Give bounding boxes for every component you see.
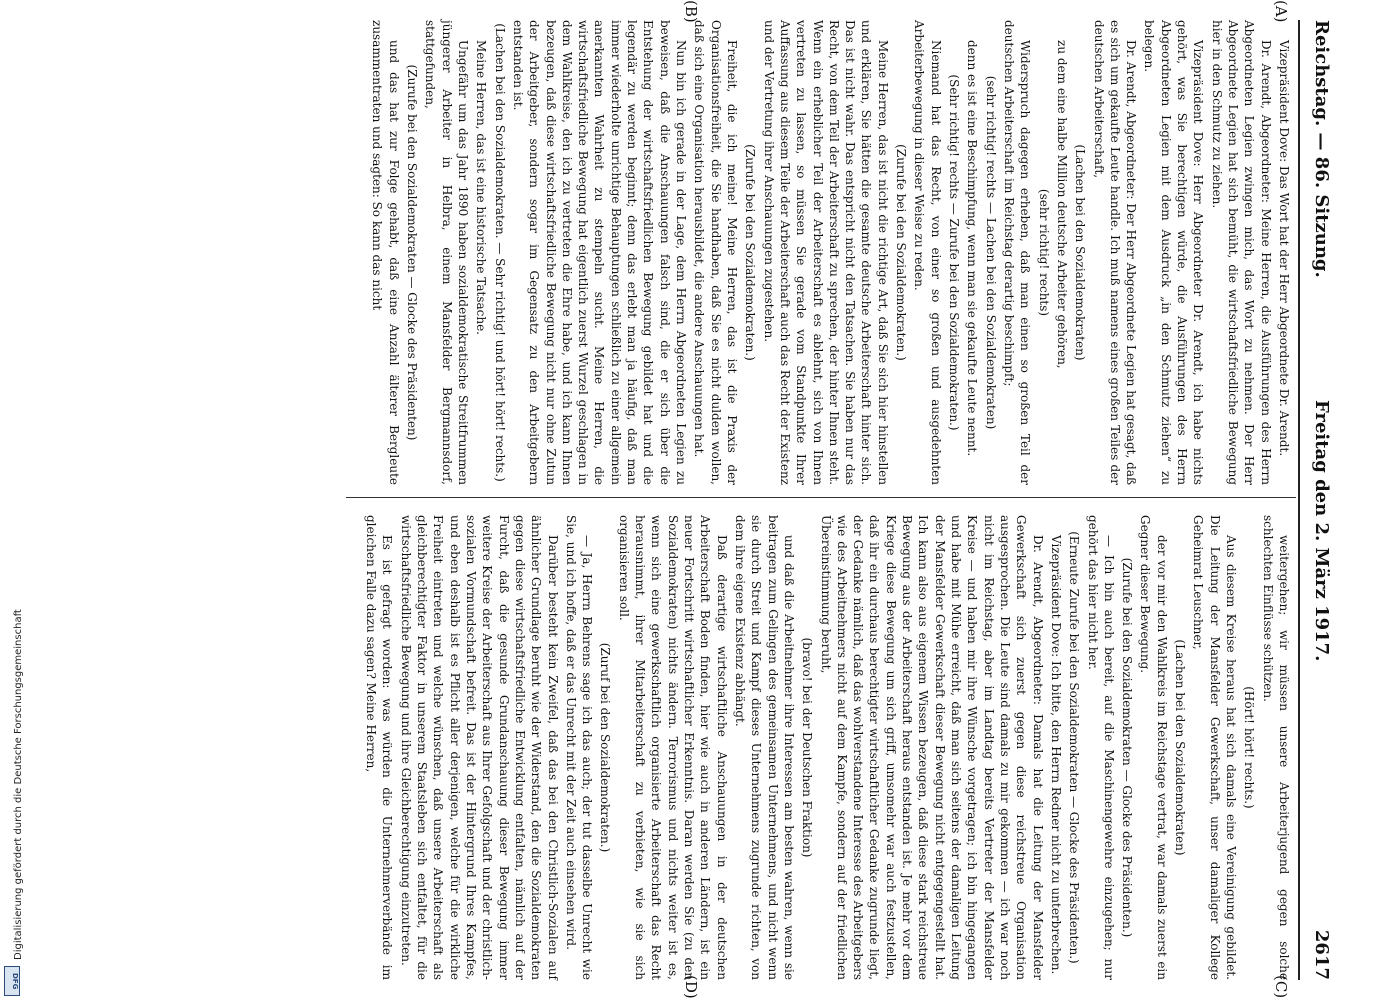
stage-direction: (Zurufe bei den Sozialdemokraten — Glocke des Präsidenten) [405,64,420,441]
paragraph: und das hat zur Folge gehabt, daß eine Anzahl älterer Bergleute zusammentraten und sagten: So kann das nicht [370,20,401,485]
right-column [361,515,1292,980]
margin-mark-d: (D) [682,975,700,999]
paragraph: — Ich bin auch bereit, auf die Maschinengewehre einzugehen; nur gehört das hier nicht her. [1085,515,1116,980]
stage-direction: (Lachen bei den Sozialdemokraten) [1173,639,1188,856]
paragraph: Dr. Arendt, Abgeordneter: Damals hat die Leitung der Mansfelder Gewerkschaft sich zuerst gegen diese reichstreue Organisation ausgesprochen. Die Leute sind damals zu mir gekommen — ich war noch nicht im Reichstag, aber im Landtag bereits Vertreter der Mansfelder Kreise — und haben mir ihre Wünsche vorgetragen; ich bin hingegangen und habe mit Mühe erreicht, daß man sich seitens der damaligen Leitung der Mansfelder Gewerkschaft dieser Bewegung nicht entgegengestellt hat. Ich kann also aus eigenem Wissen bezeugen, daß diese stark reichstreue Bewegung aus der Arbeiterschaft heraus entstanden ist. Je mehr vor dem Kriege diese Bewegung um sich griff, umsomehr war auch festzustellen, daß ihr ein durchaus berechtigter wirtschaftlicher Gedanke zugrunde liegt, der Gedanke nämlich, daß das wohlverstandene Interesse des Arbeitgebers wie des Arbeitnehmers nicht auf dem Kampfe, sondern auf der friedlichen Übereinstimmung beruht, [818,515,1045,980]
paragraph: Meine Herren, das ist eine historische Tatsache. [474,40,489,335]
stage-direction: (Zurufe bei den Sozialdemokraten.) [894,144,909,361]
stage-direction: (Lachen bei den Sozialdemokraten. — Sehr richtig! und hört! hört! rechts.) [492,23,507,482]
margin-mark-c: (C) [1272,975,1290,999]
paragraph: Meine Herren, das ist nicht die richtige Art, daß Sie sich hier hinstellen und erklären, Sie hätten die gesamte deutsche Arbeiterschaft hinter sich. Das ist nicht wahr. Das entspricht nicht den Tatsachen. Sie haben nur das Recht, von dem Teil der Arbeiterschaft zu sprechen, der hinter Ihnen steht. Wenn ein erheblicher Teil der Arbeiterschaft es ablehnt, sich von Ihnen vertreten zu lassen, so müssen Sie gerade vom Standpunkte Ihrer Auffassung aus diesem Teile der Arbeiterschaft auch das Recht der Existenz und der Vertretung ihrer Anschauungen zugestehen. [761,20,890,485]
paragraph: Freiheit, die ich meine! Meine Herren, das ist die Praxis der Organisationsfreiheit, die Sie handhaben, daß Sie es nicht dulden wollen, daß sich eine Organisation herausbildet, die andere Anschauungen hat. [692,20,739,485]
stage-direction: (Zuruf bei den Sozialdemokraten.) [598,642,613,853]
paragraph: Darüber besteht kein Zweifel, daß das bei den Christlich-Sozialen auf ähnlicher Grundlage beruht wie der Widerstand, den die Sozialdemokraten gegen diese wirtschaftsfriedliche Entwicklung entfalten, nämlich auf der Furcht, daß die gesunde Grundanschauung dieser Bewegung immer weitere Kreise der Arbeiterschaft aus Ihrer Gefolgschaft und der christlich-sozialen Vormundschaft befreit. Das ist der Hintergrund Ihres Kampfes, und eben deshalb ist es Pflicht aller derjenigen, welche für die wirkliche Freiheit eintreten und welche wünschen, daß unsere Arbeiterschaft als gleichberechtigter Faktor in unserem Staatsleben sich entfaltet, für die wirtschaftsfriedliche Bewegung und ihre Gleichberechtigung einzutreten. [398,515,560,980]
paragraph: Niemand hat das Recht, von einer so großen und ausgedehnten Arbeiterbewegung in dieser Weise zu reden. [912,20,943,485]
paragraph: weitergehen; wir müssen unsere Arbeiterjugend gegen solche schlechten Einflüsse schützen. [1260,515,1291,980]
paragraph: Vizepräsident Dove: Ich bitte, den Herrn Redner nicht zu unterbrechen. [1048,535,1063,975]
paragraph: zu dem eine halbe Million deutsche Arbeiter gehören, [1054,40,1069,369]
stage-direction: (Zurufe bei den Sozialdemokraten.) [743,144,758,361]
rotated-page [40,0,1340,1000]
digitization-note-text: Digitalisierung gefördert durch die Deutsche Forschungsgemeinschaft [13,609,24,960]
margin-mark-b: (B) [682,0,700,23]
paragraph: Es ist gefragt worden: was würden die Unternehmerverbände im gleichen Falle dazu sagen? Meine Herren, [364,515,395,980]
paragraph: Vizepräsident Dove: Das Wort hat der Herr Abgeordnete Dr. Arendt. [1277,40,1291,457]
paragraph: Nun bin ich gerade in der Lage, dem Herrn Abgeordneten Legien zu beweisen, daß die Anschauungen falsch sind, die er sich über die Entstehung der wirtschaftsfriedlichen Bewegung gebildet hat und die legendär zu werden beginnt; denn das erlebt man ja häufig, daß man immer wiederholte unrichtige Behauptungen schließlich zu einer allgemein anerkannten Wahrheit zu stempeln sucht. Meine Herren, die wirtschaftsfriedliche Bewegung hat eigentlich zuerst Wurzel geschlagen in dem Wahlkreise, den ich zu vertreten die Ehre habe, und ich kann Ihnen bezeugen, daß diese wirtschaftsfriedliche Bewegung nicht nur ohne Zutun der Arbeitgeber, sondern sogar im Gegensatz zu den Arbeitgebern entstanden ist. [510,20,689,485]
stage-direction: (Hört! hört! rechts.) [1242,686,1257,809]
stage-direction: (Sehr richtig! rechts — Zurufe bei den Sozialdemokraten.) [947,74,962,431]
page-number: 2617 [1311,929,1332,980]
paragraph: Daß derartige wirtschaftliche Anschauungen in der deutschen Arbeiterschaft Boden finden, hier wie auch in anderen Ländern, ist ein neuer Fortschritt wirtschaftlicher Erkenntnis. Daran werden Sie (zu den Sozialdemokraten) nichts ändern. Terrorismus und nichts weiter ist es, wenn sich eine gewerkschaftlich organisierte Arbeiterschaft das Recht herausnimmt, ihrer Mitarbeiterschaft zu verbieten, wie sie sich organisieren soll. [616,515,729,980]
column-divider [346,497,1296,498]
stage-direction: (Erneute Zurufe bei den Sozialdemokraten — Glocke des Präsidenten.) [1067,531,1082,964]
paragraph: Dr. Arendt, Abgeordneter: Der Herr Abgeordnete Legien hat gesagt, daß es sich um gekaufte Leute handle. Ich muß namens eines großen Teiles der deutschen Arbeiterschaft, [1091,20,1139,485]
paragraph: denn es ist eine Beschimpfung, wenn man sie gekaufte Leute nennt. [965,40,980,457]
paragraph: Dr. Arendt, Abgeordneter: Meine Herren, die Ausführungen des Herrn Abgeordneten Legien zwingen mich, das Wort zu nehmen. Der Herr Abgeordnete Legien hat sich bemüht, die wirtschaftsfriedliche Bewegung hier in den Schmutz zu ziehen. [1209,20,1273,485]
paragraph: und daß die Arbeitnehmer ihre Interessen am besten wahren, wenn sie beitragen zum Gelingen des gemeinsamen Unternehmens, und nicht wenn sie durch Streit und Kampf dieses Unternehmens zugrunde richten, von dem ihre eigene Existenz abhängt. [733,515,796,980]
paragraph: Aus diesem Kreise heraus hat sich damals eine Vereinigung gebildet. Die Leitung der Mansfelder Gewerkschaft, unser damaliger Kollege Geheimrat Leuschner, [1191,515,1239,980]
paragraph: der vor mir den Wahlkreis im Reichstage vertrat, war damals zuerst ein Gegner dieser Bewegung. [1138,515,1169,980]
dfg-logo-text: DFG [11,972,19,990]
page-header [1298,20,1340,980]
left-column [367,20,1292,485]
paragraph: — Ja, Herrn Behrens sage ich das auch; der tut dasselbe Unrecht wie Sie, und ich hoffe, daß er das Unrecht mit der Zeit auch einsehen wird. [563,515,595,980]
paragraph: Vizepräsident Dove: Herr Abgeordneter Dr. Arendt, ich habe nichts gehört, was Sie berechtigen würde, die Ausführungen des Herrn Abgeordneten Legien mit dem Ausdruck „in den Schmutz ziehen“ zu belegen. [1142,20,1206,485]
header-date: Freitag den 2. März 1917. [1311,400,1332,662]
paragraph: Widerspruch dagegen erheben, daß man einen so großen Teil der deutschen Arbeiterschaft im Reichstag derartig beschimpft; [1002,20,1033,485]
stage-direction: (sehr richtig! rechts) [1036,188,1051,317]
stage-direction: (bravo! bei der Deutschen Fraktion) [800,637,815,858]
stage-direction: (Zurufe bei den Sozialdemokraten — Glocke des Präsidenten.) [1120,557,1135,938]
paragraph: Ungefähr um das Jahr 1890 haben sozialdemokratische Streitfrummen jüngerer Arbeiter in Helbra, einem Mansfelder Bergmannsdorf, stattgefunden, [423,20,470,485]
stage-direction: (sehr richtig! rechts — Lachen bei den Sozialdemokraten) [983,75,998,430]
margin-mark-a: (A) [1272,0,1290,23]
header-left: Reichstag. — 86. Sitzung. [1311,20,1332,278]
digitization-note [4,0,26,1000]
dfg-logo [4,966,20,996]
stage-direction: (Lachen bei den Sozialdemokraten) [1073,144,1088,361]
